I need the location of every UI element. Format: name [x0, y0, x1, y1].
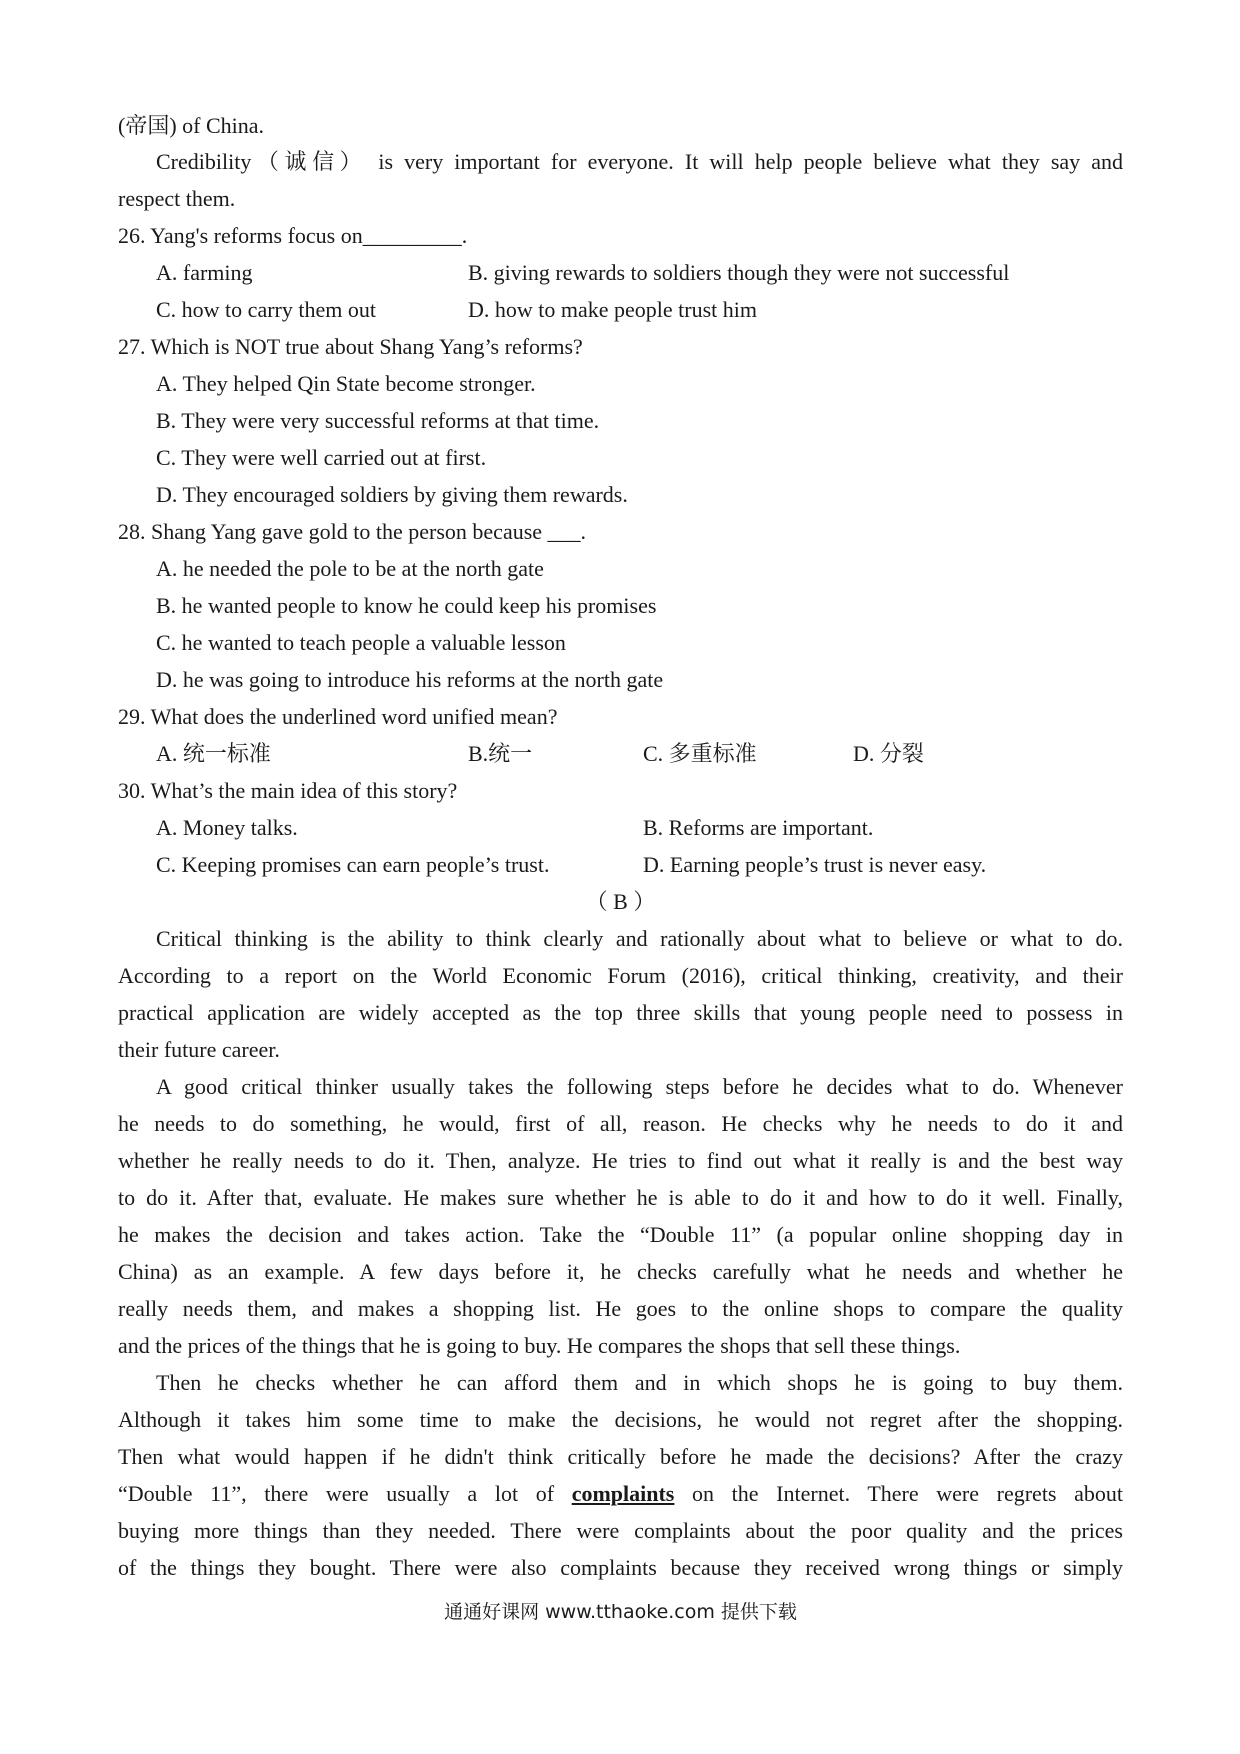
p3-line-2: Although it takes him some time to make the decisions, he would not regret after the shopping.: [118, 1407, 1123, 1432]
p2-line-3: whether he really needs to do it. Then, analyze. He tries to find out what it really is and the best way: [118, 1148, 1123, 1173]
p3-line-1: Then he checks whether he can afford them and in which shops he is going to buy them.: [156, 1370, 1123, 1395]
p2-line-2: he needs to do something, he would, first of all, reason. He checks why he needs to do it and: [118, 1111, 1123, 1136]
p1-line-4: their future career.: [118, 1037, 280, 1062]
q30-option-b: B. Reforms are important.: [643, 815, 874, 840]
credibility-line-1: Credibility（诚信） is very important for everyone. It will help people believe what they say and: [156, 149, 1123, 174]
intro-line-1: (帝国) of China.: [118, 113, 265, 138]
q29-option-c: C. 多重标准: [643, 741, 757, 766]
p3-line-5: buying more things than they needed. There were complaints about the poor quality and the prices: [118, 1518, 1123, 1543]
p3-line-4-after: on the Internet. There were regrets about: [692, 1481, 1124, 1506]
q30-option-d: D. Earning people’s trust is never easy.: [643, 852, 987, 877]
p2-line-4: to do it. After that, evaluate. He makes sure whether he is able to do it and how to do it well. Finally,: [118, 1185, 1123, 1210]
p2-line-8: and the prices of the things that he is going to buy. He compares the shops that sell these things.: [118, 1333, 961, 1358]
p1-line-3: practical application are widely accepted as the top three skills that young people need to possess in: [118, 1000, 1123, 1025]
q27-option-d: D. They encouraged soldiers by giving them rewards.: [156, 482, 628, 507]
p3-line-3: Then what would happen if he didn't think critically before he made the decisions? After the crazy: [118, 1444, 1123, 1469]
q28-option-d: D. he was going to introduce his reforms at the north gate: [156, 667, 664, 692]
p2-line-7: really needs them, and makes a shopping list. He goes to the online shops to compare the quality: [118, 1296, 1123, 1321]
q30-option-a: A. Money talks.: [156, 815, 298, 840]
q28-stem: 28. Shang Yang gave gold to the person because ___.: [118, 519, 587, 544]
underlined-word-complaints: complaints: [571, 1481, 675, 1506]
q29-option-a: A. 统一标准: [156, 741, 271, 766]
q26-option-d: D. how to make people trust him: [468, 297, 758, 322]
q29-option-b: B.统一: [468, 741, 533, 766]
q30-stem: 30. What’s the main idea of this story?: [118, 778, 458, 803]
q26-option-b: B. giving rewards to soldiers though they were not successful: [468, 260, 1010, 285]
q27-option-b: B. They were very successful reforms at that time.: [156, 408, 600, 433]
p3-line-4-before: “Double 11”, there were usually a lot of: [118, 1481, 555, 1506]
p2-line-5: he makes the decision and takes action. Take the “Double 11” (a popular online shopping day in: [118, 1222, 1123, 1247]
q27-stem: 27. Which is NOT true about Shang Yang’s reforms?: [118, 334, 583, 359]
p3-line-6: of the things they bought. There were also complaints because they received wrong things or simply: [118, 1555, 1123, 1580]
q29-option-d: D. 分裂: [853, 741, 924, 766]
q28-option-c: C. he wanted to teach people a valuable lesson: [156, 630, 566, 655]
q27-option-c: C. They were well carried out at first.: [156, 445, 487, 470]
p3-line-4: [118, 1480, 1123, 1508]
q27-option-a: A. They helped Qin State become stronger.: [156, 371, 536, 396]
section-b-heading: （ B ）: [585, 889, 656, 914]
page-footer: 通通好课网 www.tthaoke.com 提供下载: [444, 1601, 797, 1623]
q26-stem: 26. Yang's reforms focus on_________.: [118, 223, 468, 248]
p1-line-1: Critical thinking is the ability to think clearly and rationally about what to believe or what to do.: [156, 926, 1123, 951]
q26-option-c: C. how to carry them out: [156, 297, 376, 322]
credibility-line-2: respect them.: [118, 186, 236, 211]
q26-option-a: A. farming: [156, 260, 253, 285]
p1-line-2: According to a report on the World Economic Forum (2016), critical thinking, creativity, and their: [118, 963, 1123, 988]
q30-option-c: C. Keeping promises can earn people’s trust.: [156, 852, 550, 877]
q28-option-b: B. he wanted people to know he could keep his promises: [156, 593, 657, 618]
p2-line-6: China) as an example. A few days before it, he checks carefully what he needs and whether he: [118, 1259, 1123, 1284]
p2-line-1: A good critical thinker usually takes the following steps before he decides what to do. Whenever: [156, 1074, 1123, 1099]
q29-stem: 29. What does the underlined word unified mean?: [118, 704, 558, 729]
q28-option-a: A. he needed the pole to be at the north gate: [156, 556, 544, 581]
